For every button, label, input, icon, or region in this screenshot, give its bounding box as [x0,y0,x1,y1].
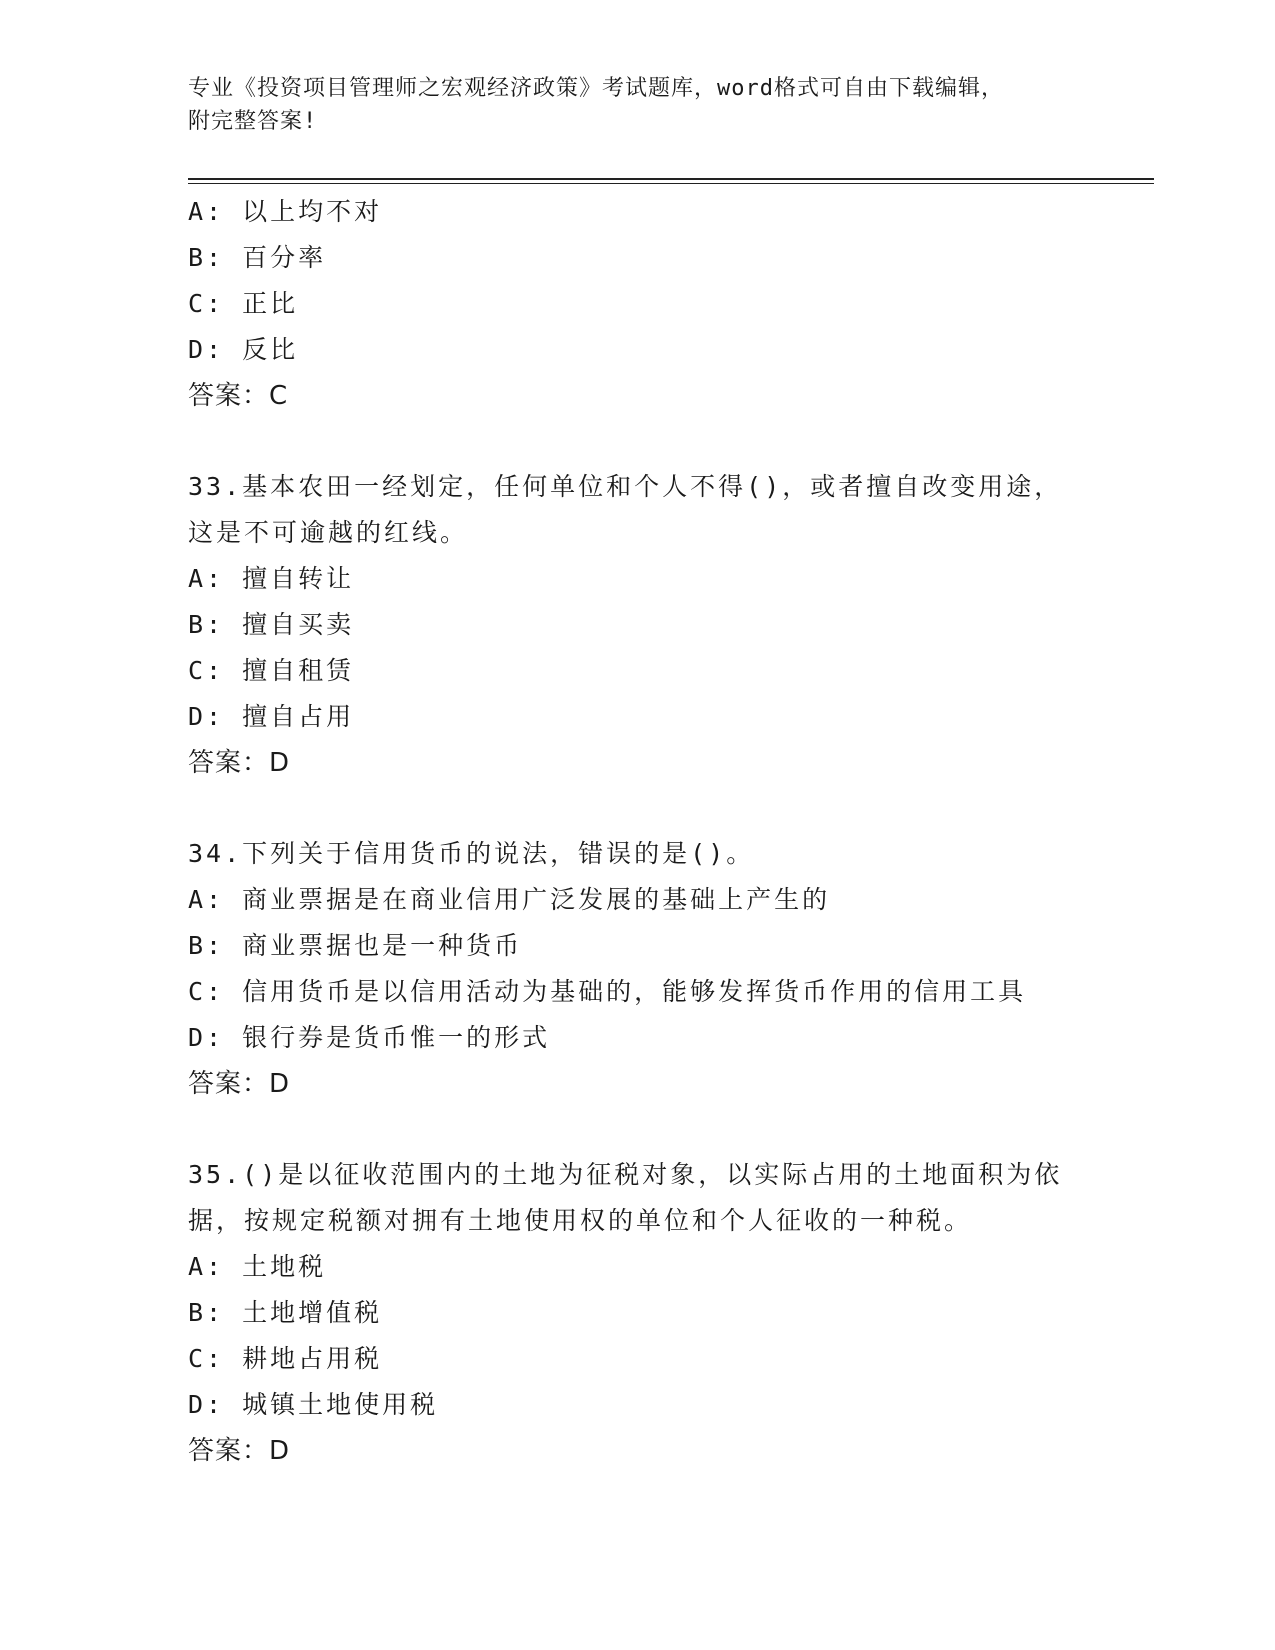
answer: 答案：D [188,748,291,778]
header-divider-thin [188,183,1154,184]
option-c: C: 擅自租赁 [188,656,355,685]
option-c: C: 耕地占用税 [188,1344,383,1373]
answer: 答案：D [188,1436,291,1466]
option-d: D: 反比 [188,335,299,364]
option-b: B: 百分率 [188,243,327,272]
option-b: B: 土地增值税 [188,1298,383,1327]
option-d: D: 城镇土地使用税 [188,1390,439,1419]
option-d: D: 擅自占用 [188,702,355,731]
option-b: B: 商业票据也是一种货币 [188,931,523,960]
question-stem: 这是不可逾越的红线。 [188,518,469,547]
option-d: D: 银行券是货币惟一的形式 [188,1023,551,1052]
header-line-1: 专业《投资项目管理师之宏观经济政策》考试题库，word格式可自由下载编辑， [188,76,1004,101]
question-list [188,189,1088,1474]
spacer [188,1107,1088,1152]
option-c: C: 正比 [188,289,299,318]
spacer [188,419,1088,464]
header-divider [188,178,1154,180]
question-block [188,1152,1088,1474]
question-block [188,831,1088,1107]
question-stem: 35.()是以征收范围内的土地为征税对象，以实际占用的土地面积为依 [188,1160,1063,1189]
option-c: C: 信用货币是以信用活动为基础的，能够发挥货币作用的信用工具 [188,977,1027,1006]
document-header [188,72,1088,138]
answer: 答案：C [188,381,289,411]
option-a: A: 土地税 [188,1252,327,1281]
question-stem: 33.基本农田一经划定，任何单位和个人不得()，或者擅自改变用途， [188,472,1063,501]
question-block [188,189,1088,419]
answer: 答案：D [188,1069,291,1099]
option-a: A: 以上均不对 [188,197,383,226]
question-block [188,464,1088,786]
question-stem: 34.下列关于信用货币的说法，错误的是()。 [188,839,755,868]
option-b: B: 擅自买卖 [188,610,355,639]
spacer [188,786,1088,831]
option-a: A: 商业票据是在商业信用广泛发展的基础上产生的 [188,885,831,914]
header-line-2: 附完整答案! [188,109,318,134]
question-stem: 据，按规定税额对拥有土地使用权的单位和个人征收的一种税。 [188,1206,973,1235]
option-a: A: 擅自转让 [188,564,355,593]
